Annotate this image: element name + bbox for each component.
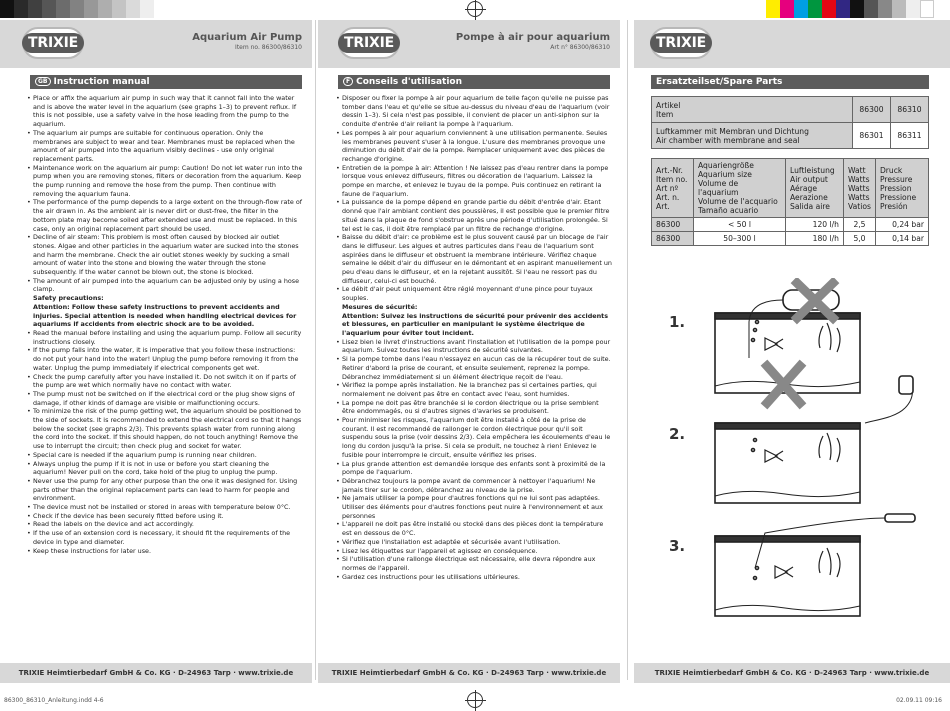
table-cell: 0,14 bar [875,232,928,246]
list-item: • Always unplug the pump if it is not in use or before you start cleaning the aquarium! Never pull on the cord, take hold of the plug to unplug the pump. [27,460,303,477]
table-cell: < 50 l [694,218,786,232]
list-item: • The performance of the pump depends to a large extent on the through-flow rate of the air drawn in. As the ambient air is never dirt or dust-free, the filter in the bottom plate may become soiled after extended use and must be replaced. In this case, only an original replacement part should be used. [27,198,303,233]
header-band-left [0,20,312,68]
registration-mark-top [467,1,483,17]
table-row [652,218,929,232]
list-item: • La puissance de la pompe dépend en grande partie du débit d'entrée d'air. Etant donné que l'air ambiant contient des poussières, il est possible que le premier filtre situé dans la plaque de fond s'obstrue après une période d'utilisation prolongée. Si tel est le cas, il doit être remplacé par un filtre de rechange d'origine. [336,198,612,233]
aquarium-illustrations [705,278,925,618]
list-item: • Maintenance work on the aquarium air pump: Caution! Do not let water run into the pump when you are removing stones, filters or decoration from the aquarium. Keep the pump running and remove the hose from the pump. Then continue with removing the aquarium fauna. [27,164,303,199]
table-cell: 86300 [652,218,694,232]
list-item: • La plus grande attention est demandée lorsque des enfants sont à proximité de la pompe de l'aquarium. [336,460,612,477]
aquarium-diagram-3 [715,514,915,616]
table-cell: 180 l/h [786,232,844,246]
list-item: • Lisez les étiquettes sur l'appareil et agissez en conséquence. [336,547,612,556]
list-item: • If the use of an extension cord is necessary, it should fit the requirements of the device in type and diameter. [27,529,303,546]
table-cell: Artikel Item [652,97,853,123]
section-title: Conseils d'utilisation [356,77,462,87]
table-cell: 86311 [891,123,929,149]
page-title: Pompe à air pour aquarium [455,32,610,43]
instruction-list [336,94,612,581]
safety-heading: Attention: Follow these safety instructions to prevent accidents and injuries. Special attention is needed when handling electrical devices for aquariums if accidents from electric shock are to be avoided. [33,302,297,329]
section-bar-left [30,75,302,89]
list-item: • Keep these instructions for later use. [27,547,303,556]
trixie-logo: TRIXIE [338,27,400,59]
table-header-row [652,159,929,218]
list-item: • Read the labels on the device and act accordingly. [27,520,303,529]
list-item: • Entretien de la pompe à air: Attention ! Ne laissez pas d'eau rentrer dans la pompe lorsque vous enlevez diffuseurs, filtres ou décoration de l'aquarium. Laissez la pompe en marche, et enlevez le tuyau de la pompe. Puis continuez en retirant la faune de l'aquarium. [336,164,612,199]
header-band-right [634,20,950,68]
section-bar-right [651,75,929,89]
list-item: • Never use the pump for any other purpose than the one it was designed for. Using parts other than the original replacement parts can lead to harm for people and environment. [27,477,303,503]
instructions-column-en [27,94,303,555]
table-header-cell: Aquariengröße Aquarium size Volume de l'aquarium Volume de l'acquario Tamaño acuario [694,159,786,218]
instructions-column-fr [336,94,612,581]
instruction-list [27,94,303,555]
list-item: • To minimize the risk of the pump getting wet, the aquarium should be positioned to the side of sockets. It is recommended to extend the electrical cord so that it hangs below the socket (see graphs 2/3). This prevents splash water from running along the cord into the socket. If this should happen, do not touch anything! Remove the use to interrupt the circuit; then check plug and socket for water. [27,407,303,451]
section-bar-middle [338,75,610,89]
item-number: Item no. 86300/86310 [235,44,302,51]
table-row [652,123,929,149]
section-title: Instruction manual [53,77,150,87]
print-timestamp: 02.09.11 09:16 [896,697,942,704]
aquarium-diagram-2 [715,376,913,503]
list-item: • Read the manual before installing and using the aquarium pump. Follow all security instructions closely. [27,329,303,346]
table-cell: 120 l/h [786,218,844,232]
list-item: • Place or affix the aquarium air pump in such way that it cannot fall into the water and is above the water level in the aquarium (see graphs 1–3) to prevent reflux. If this is not possible, use a safety valve in the hose leading from the pump to the aquarium. [27,94,303,129]
table-cell: 86300 [652,232,694,246]
list-item: • Vérifiez la pompe après installation. Ne la branchez pas si certaines parties, qui normalement ne doivent pas être en contact avec l'eau, sont humides. [336,381,612,398]
list-item: • The pump must not be switched on if the electrical cord or the plug show signs of damage, if other kinds of damage are visible or malfunctioning occurs. [27,390,303,407]
table-cell: 86301 [853,123,891,149]
panel-divider [627,20,628,680]
list-item: • Lisez bien le livret d'instructions avant l'installation et l'utilisation de la pompe pour aquarium. Suivez toutes les instructions de sécurité suivantes. [336,338,612,355]
list-item: • Decline of air steam: This problem is most often caused by blocked air outlet stones. Algae and other particles in the aquarium water are sucked into the stones and harm the membrane. Check the air outlet stones weekly by sucking a small amount of water into the stone and blowing the water through the stone subsequently. If the water cannot be blown out, the stone is blocked. [27,233,303,277]
list-item: • La pompe ne doit pas être branchée si le cordon électrique ou la prise semblent être endommagés, ou si d'autres signes d'avaries se produisent. [336,399,612,416]
trixie-logo: TRIXIE [22,27,84,59]
list-item: • Disposer ou fixer la pompe à air pour aquarium de telle façon qu'elle ne puisse pas tomber dans l'eau et qu'elle se situe au-dessus du niveau d'eau de l'aquarium (voir dessin 1–3). Si cela n'est pas possible, il convient de placer un anti-siphon sur la conduite d'entrée d'air reliant la pompe à l'aquarium. [336,94,612,129]
safety-heading: Mesures de sécurité: [342,302,418,311]
list-item: • Check if the device has been securely fitted before using it. [27,512,303,521]
language-badge: F [343,77,353,86]
list-item: • The aquarium air pumps are suitable for continuous operation. Only the membranes are subject to wear and tear. Membranes must be replaced when the amount of air pumped into the aquarium visibly declines - use only original replacement parts. [27,129,303,164]
forbidden-cross-icon [767,366,800,403]
safety-heading: Safety precautions: [33,294,104,303]
table-header-cell: Luftleistung Air output Aérage Aerazione Salida aire [786,159,844,218]
table-cell: 2,5 [844,218,876,232]
list-item: • Pour minimiser les risques, l'aquarium doit être installé à côté de la prise de courant. Il est recommandé de rallonger le cordon électrique pour qu'il soit suspendu sous la prise (voir dessins 2/3). Cela empêchera les écoulements d'eau le long du cordon jusqu'à la prise. Si cela se produit, ne touchez à rien! Enlevez le fusible pour interrompre le circuit, ensuite vérifiez les prises. [336,416,612,460]
table-cell: 86310 [891,97,929,123]
step-label-3: 3. [669,537,686,555]
table-header-cell: Druck Pressure Pression Pressione Presión [875,159,928,218]
table-cell: 50–300 l [694,232,786,246]
list-item: • Ne jamais utiliser la pompe pour d'autres fonctions qui ne lui sont pas adaptées. Utiliser des éléments pour d'autres fonctions peut nuire à l'environnement et aux personnes [336,494,612,520]
specifications-table [651,158,929,246]
table-cell: 5,0 [844,232,876,246]
list-item: • Les pompes à air pour aquarium conviennent à une utilisation permanente. Seules les membranes peuvent s'user à la longue. L'usure des membranes provoque une diminution du débit d'air de la pompe. Remplacer uniquement avec des pièces de rechange d'origine. [336,129,612,164]
spare-parts-table [651,96,929,149]
list-item: • Vérifiez que l'installation est adaptée et sécurisée avant l'utilisation. [336,538,612,547]
step-label-1: 1. [669,313,686,331]
list-item: • If the pump falls into the water, it is imperative that you follow these instructions: do not put your hand into the water! Unplug the pump before removing it from the water. Unplug the pump immediately if electrical components get wet. [27,346,303,372]
footer-middle: TRIXIE Heimtierbedarf GmbH & Co. KG · D-24963 Tarp · www.trixie.de [318,663,620,683]
list-item: • Baisse du débit d'air: ce problème est le plus souvent causé par un blocage de l'air dans le diffuseur. Les algues et autres particules dans l'eau de l'aquarium sont aspirées dans le diffuseur et obstruent la membrane intérieure. Vérifiez chaque semaine le débit d'air du diffuseur en le démontant et en aspirant manuellement un peu d'eau dans le diffuseur, et en la rejetant aussitôt. Si l'eau ne ressort pas du diffuseur, celui-ci est bouché. [336,233,612,285]
file-slug: 86300_86310_Anleitung.indd 4-6 [4,697,104,704]
grayscale-strip [0,0,154,18]
list-item: • Check the pump carefully after you have installed it. Do not switch it on if parts of the pump are wet which normally have no contact with water. [27,373,303,390]
list-item: • Si l'utilisation d'une rallonge électrique est nécessaire, elle devra répondre aux normes de l'appareil. [336,555,612,572]
table-cell: Luftkammer mit Membran und Dichtung Air chamber with membrane and seal [652,123,853,149]
list-item: • Débranchez toujours la pompe avant de commencer à nettoyer l'aquarium! Ne jamais tirer sur le cordon, débranchez au niveau de la prise. [336,477,612,494]
list-item: • The amount of air pumped into the aquarium can be adjusted only by using a hose clamp. [27,277,303,294]
table-header-row [652,97,929,123]
item-number: Art n° 86300/86310 [550,44,610,51]
list-item: • Special care is needed if the aquarium pump is running near children. [27,451,303,460]
registration-mark-bottom [467,692,483,708]
list-item: • Gardez ces instructions pour les utilisations ultérieures. [336,573,612,582]
header-band-middle [318,20,620,68]
safety-heading: Attention: Suivez les instructions de sécurité pour prévenir des accidents et blessures, en particulier en manipulant le système électrique de l'aquarium pour éviter tout incident. [342,311,609,337]
list-item: • Si la pompe tombe dans l'eau n'essayez en aucun cas de la récupérer tout de suite. Retirer d'abord la prise de courant, et ensuite seulement, reprenez la pompe. Débranchez immédiatement si un élément électrique reçoit de l'eau. [336,355,612,381]
list-item: • L'appareil ne doit pas être installé ou stocké dans des pièces dont la température est en dessous de 0°C. [336,520,612,537]
table-cell: 86300 [853,97,891,123]
footer-left: TRIXIE Heimtierbedarf GmbH & Co. KG · D-24963 Tarp · www.trixie.de [0,663,312,683]
step-label-2: 2. [669,425,686,443]
table-row [652,232,929,246]
table-header-cell: Watt Watts Watts Watts Vatios [844,159,876,218]
page-title: Aquarium Air Pump [192,32,302,43]
trixie-logo: TRIXIE [650,27,712,59]
language-badge: GB [35,77,51,86]
footer-right: TRIXIE Heimtierbedarf GmbH & Co. KG · D-24963 Tarp · www.trixie.de [634,663,950,683]
table-header-cell: Art.-Nr. Item no. Art nº Art. n. Art. [652,159,694,218]
color-strip [766,0,934,18]
list-item: • The device must not be installed or stored in areas with temperature below 0°C. [27,503,303,512]
section-title: Ersatzteilset/Spare Parts [656,77,783,87]
list-item: • Le débit d'air peut uniquement être réglé moyennant d'une pince pour tuyaux souples. [336,285,612,302]
panel-divider [315,20,316,680]
table-cell: 0,24 bar [875,218,928,232]
